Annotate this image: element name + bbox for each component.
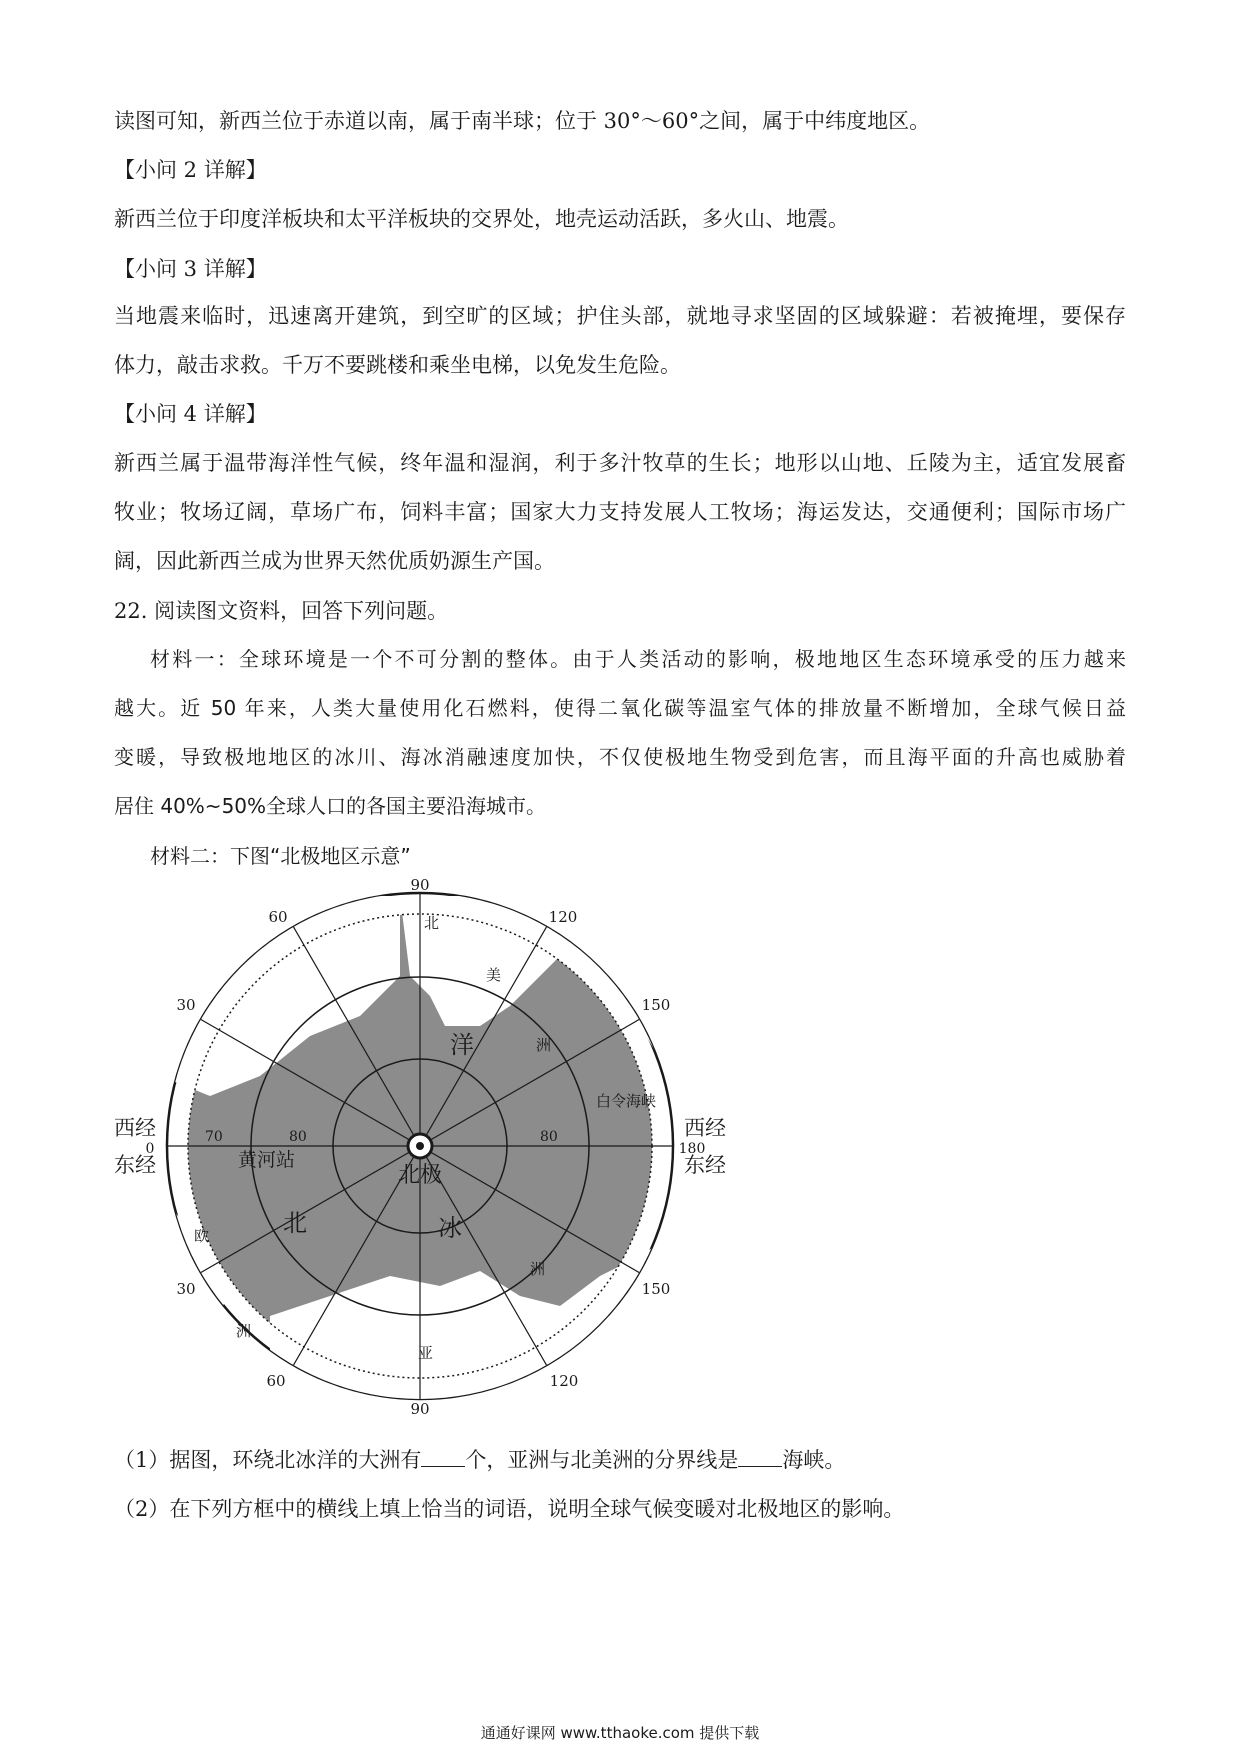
para-1: 读图可知，新西兰位于赤道以南，属于南半球；位于 30°～60°之间，属于中纬度地区。 bbox=[114, 109, 931, 133]
answer-blank-2[interactable] bbox=[738, 1448, 782, 1467]
lat-label-80-west: 80 bbox=[289, 1129, 307, 1145]
para-3b: 体力，敲击求救。千万不要跳楼和乘坐电梯，以免发生危险。 bbox=[114, 353, 681, 377]
na-char-3: 洲 bbox=[536, 1036, 552, 1054]
huanghe-station-label: 黄河站 bbox=[238, 1149, 296, 1171]
na-char-2: 美 bbox=[486, 966, 502, 984]
ocean-char-yang: 洋 bbox=[450, 1031, 474, 1059]
lon-label-120-top: 120 bbox=[548, 908, 578, 926]
lon-label-60-bottom: 60 bbox=[266, 1372, 286, 1390]
sub-question-1-part-b: 个，亚洲与北美洲的分界线是 bbox=[465, 1448, 739, 1472]
west-longitude-left: 西经 bbox=[114, 1116, 156, 1140]
lat-label-70: 70 bbox=[205, 1129, 223, 1145]
east-longitude-left: 东经 bbox=[114, 1153, 156, 1177]
ocean-char-bing: 冰 bbox=[438, 1214, 462, 1242]
heading-q4: 【小问 4 详解】 bbox=[114, 402, 267, 426]
lon-label-120-bottom: 120 bbox=[549, 1372, 579, 1390]
material-1-line-3: 变暖，导致极地地区的冰川、海冰消融速度加快，不仅使极地生物受到危害，而且海平面的升高也威胁着 bbox=[114, 745, 1126, 769]
answer-blank-1[interactable] bbox=[421, 1448, 465, 1467]
question-22-stem: 22. 阅读图文资料，回答下列问题。 bbox=[114, 599, 449, 623]
lon-label-150-top: 150 bbox=[641, 996, 671, 1014]
material-1-line-2: 越大。近 50 年来，人类大量使用化石燃料，使得二氧化碳等温室气体的排放量不断增加，全球气候日益 bbox=[114, 696, 1126, 720]
material-1-line-4: 居住 40%~50%全球人口的各国主要沿海城市。 bbox=[114, 794, 547, 818]
lat-label-80-east: 80 bbox=[540, 1129, 558, 1145]
lon-label-180: 180 bbox=[678, 1141, 706, 1157]
lon-label-30-bottom: 30 bbox=[176, 1280, 196, 1298]
east-longitude-right: 东经 bbox=[684, 1153, 726, 1177]
lon-label-150-bottom: 150 bbox=[641, 1280, 671, 1298]
material-1-line-1: 材料一：全球环境是一个不可分割的整体。由于人类活动的影响，极地地区生态环境承受的压力越来 bbox=[150, 647, 1126, 671]
lon-label-bottom-90: 90 bbox=[410, 1400, 430, 1416]
heading-q3: 【小问 3 详解】 bbox=[114, 257, 267, 281]
as-char-2: 亚 bbox=[418, 1344, 434, 1362]
para-4b: 牧业；牧场辽阔，草场广布，饲料丰富；国家大力支持发展人工牧场；海运发达，交通便利；国际市场广 bbox=[114, 500, 1126, 524]
para-4a: 新西兰属于温带海洋性气候，终年温和湿润，利于多汁牧草的生长；地形以山地、丘陵为主，适宜发展畜 bbox=[114, 451, 1126, 475]
lon-label-60-top: 60 bbox=[268, 908, 288, 926]
lon-label-top-90: 90 bbox=[410, 876, 430, 894]
na-char-1: 北 bbox=[424, 914, 440, 932]
eu-char-1: 欧 bbox=[194, 1227, 210, 1245]
lon-label-30-top: 30 bbox=[176, 996, 196, 1014]
sub-question-1-part-c: 海峡。 bbox=[782, 1448, 846, 1472]
west-longitude-right: 西经 bbox=[684, 1116, 726, 1140]
para-3a: 当地震来临时，迅速离开建筑，到空旷的区域；护住头部，就地寻求坚固的区域躲避：若被掩埋，要保存 bbox=[114, 304, 1126, 328]
para-4c: 阔，因此新西兰成为世界天然优质奶源生产国。 bbox=[114, 549, 555, 573]
material-2-caption: 材料二：下图“北极地区示意” bbox=[150, 844, 411, 868]
lon-label-0: 0 bbox=[145, 1141, 155, 1157]
north-pole-dot bbox=[416, 1142, 424, 1150]
north-pole-label: 北极 bbox=[397, 1163, 443, 1188]
footer-source: 通通好课网 www.tthaoke.com 提供下载 bbox=[480, 1724, 760, 1742]
sub-question-1 bbox=[114, 1447, 845, 1473]
arctic-map bbox=[100, 876, 740, 1416]
sub-question-1-part-a: （1）据图，环绕北冰洋的大洲有 bbox=[114, 1448, 422, 1472]
heading-q2: 【小问 2 详解】 bbox=[114, 158, 267, 182]
eu-char-2: 洲 bbox=[236, 1322, 252, 1340]
para-2: 新西兰位于印度洋板块和太平洋板块的交界处，地壳运动活跃，多火山、地震。 bbox=[114, 207, 849, 231]
as-char-1: 洲 bbox=[530, 1260, 546, 1278]
ocean-char-bei: 北 bbox=[283, 1209, 307, 1237]
bering-strait-label: 白令海峡 bbox=[596, 1092, 657, 1110]
sub-question-2: （2）在下列方框中的横线上填上恰当的词语，说明全球气候变暖对北极地区的影响。 bbox=[114, 1497, 905, 1521]
